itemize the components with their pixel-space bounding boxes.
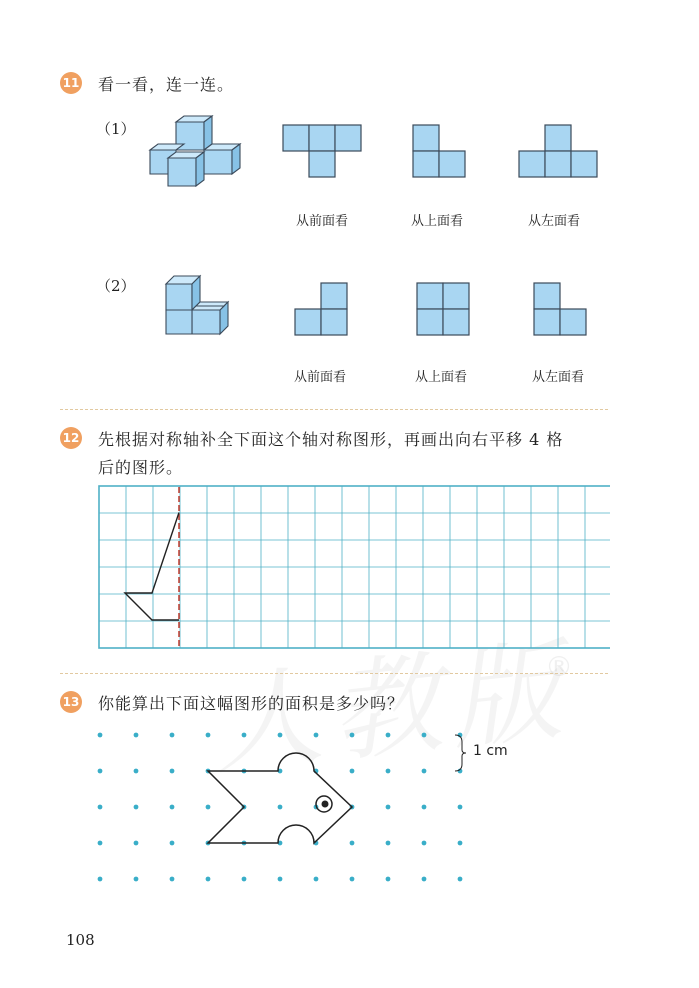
- grid-dot: [98, 733, 103, 738]
- section-divider-2: [60, 673, 608, 674]
- dot-grid-figure: [90, 722, 510, 888]
- part-1-view-b: [412, 124, 470, 180]
- question-number-13: 13: [60, 691, 82, 713]
- grid-dot: [170, 769, 175, 774]
- grid-dot: [350, 733, 355, 738]
- grid-dot: [386, 877, 391, 882]
- grid-dot: [422, 877, 427, 882]
- grid-dot: [458, 841, 463, 846]
- fish-shape: [208, 753, 352, 843]
- grid-dot: [98, 841, 103, 846]
- grid-dot: [206, 805, 211, 810]
- grid-dot: [98, 877, 103, 882]
- grid-dot: [422, 841, 427, 846]
- grid-dot: [278, 877, 283, 882]
- grid-dot: [134, 769, 139, 774]
- grid-dot: [458, 805, 463, 810]
- grid-dot: [98, 769, 103, 774]
- part-2-label: （2）: [96, 277, 136, 295]
- grid-dot: [350, 841, 355, 846]
- grid-dot: [242, 877, 247, 882]
- grid-dot: [206, 877, 211, 882]
- part-1-view-c: [518, 124, 602, 180]
- grid-dot: [314, 733, 319, 738]
- registered-mark: ®: [545, 650, 573, 683]
- part-1-label: （1）: [96, 120, 136, 138]
- grid-dot: [170, 805, 175, 810]
- grid-dot: [386, 769, 391, 774]
- grid-dot: [386, 733, 391, 738]
- grid-dot: [422, 805, 427, 810]
- grid-dot: [350, 769, 355, 774]
- grid-dot: [386, 841, 391, 846]
- grid-dot: [422, 733, 427, 738]
- scale-bracket: [455, 735, 466, 771]
- question-number-12: 12: [60, 427, 82, 449]
- question-number-11: 11: [60, 72, 82, 94]
- grid-dot: [98, 805, 103, 810]
- part-1-view-a: [282, 124, 366, 180]
- question-12-line-2: 后的图形。: [98, 458, 184, 477]
- part-1-caption-left: 从左面看: [528, 214, 581, 229]
- question-11-text: 看一看，连一连。: [98, 75, 235, 94]
- scale-label: 1 cm: [473, 743, 508, 759]
- grid-dot: [134, 733, 139, 738]
- grid-dot: [386, 805, 391, 810]
- grid-dot: [134, 805, 139, 810]
- grid-dot: [422, 769, 427, 774]
- part-2-caption-top: 从上面看: [415, 370, 468, 385]
- grid-dot: [458, 877, 463, 882]
- grid-dot: [170, 841, 175, 846]
- part-2-view-b: [416, 282, 474, 338]
- grid-dot: [350, 877, 355, 882]
- grid-dot: [170, 877, 175, 882]
- grid-dot: [206, 733, 211, 738]
- part-2-caption-front: 从前面看: [294, 370, 347, 385]
- grid-dot: [278, 805, 283, 810]
- half-shape: [125, 513, 179, 621]
- page-number: 108: [66, 931, 95, 949]
- part-2-caption-left: 从左面看: [532, 370, 585, 385]
- part-2-view-a: [294, 282, 352, 338]
- grid-dot: [134, 841, 139, 846]
- section-divider-1: [60, 409, 608, 410]
- grid-dot: [314, 877, 319, 882]
- grid-dot: [170, 733, 175, 738]
- question-12-line-1: 先根据对称轴补全下面这个轴对称图形，再画出向右平移 4 格: [98, 430, 564, 449]
- part-1-cube-figure: [146, 112, 246, 192]
- question-13-text: 你能算出下面这幅图形的面积是多少吗？: [98, 694, 405, 713]
- part-1-caption-front: 从前面看: [296, 214, 349, 229]
- grid-dot: [242, 733, 247, 738]
- part-1-caption-top: 从上面看: [411, 214, 464, 229]
- part-2-view-c: [533, 282, 591, 338]
- grid-dot: [134, 877, 139, 882]
- grid-dot: [278, 733, 283, 738]
- square-grid: [98, 485, 610, 649]
- part-2-cube-figure: [162, 270, 242, 342]
- fish-pupil: [322, 801, 329, 808]
